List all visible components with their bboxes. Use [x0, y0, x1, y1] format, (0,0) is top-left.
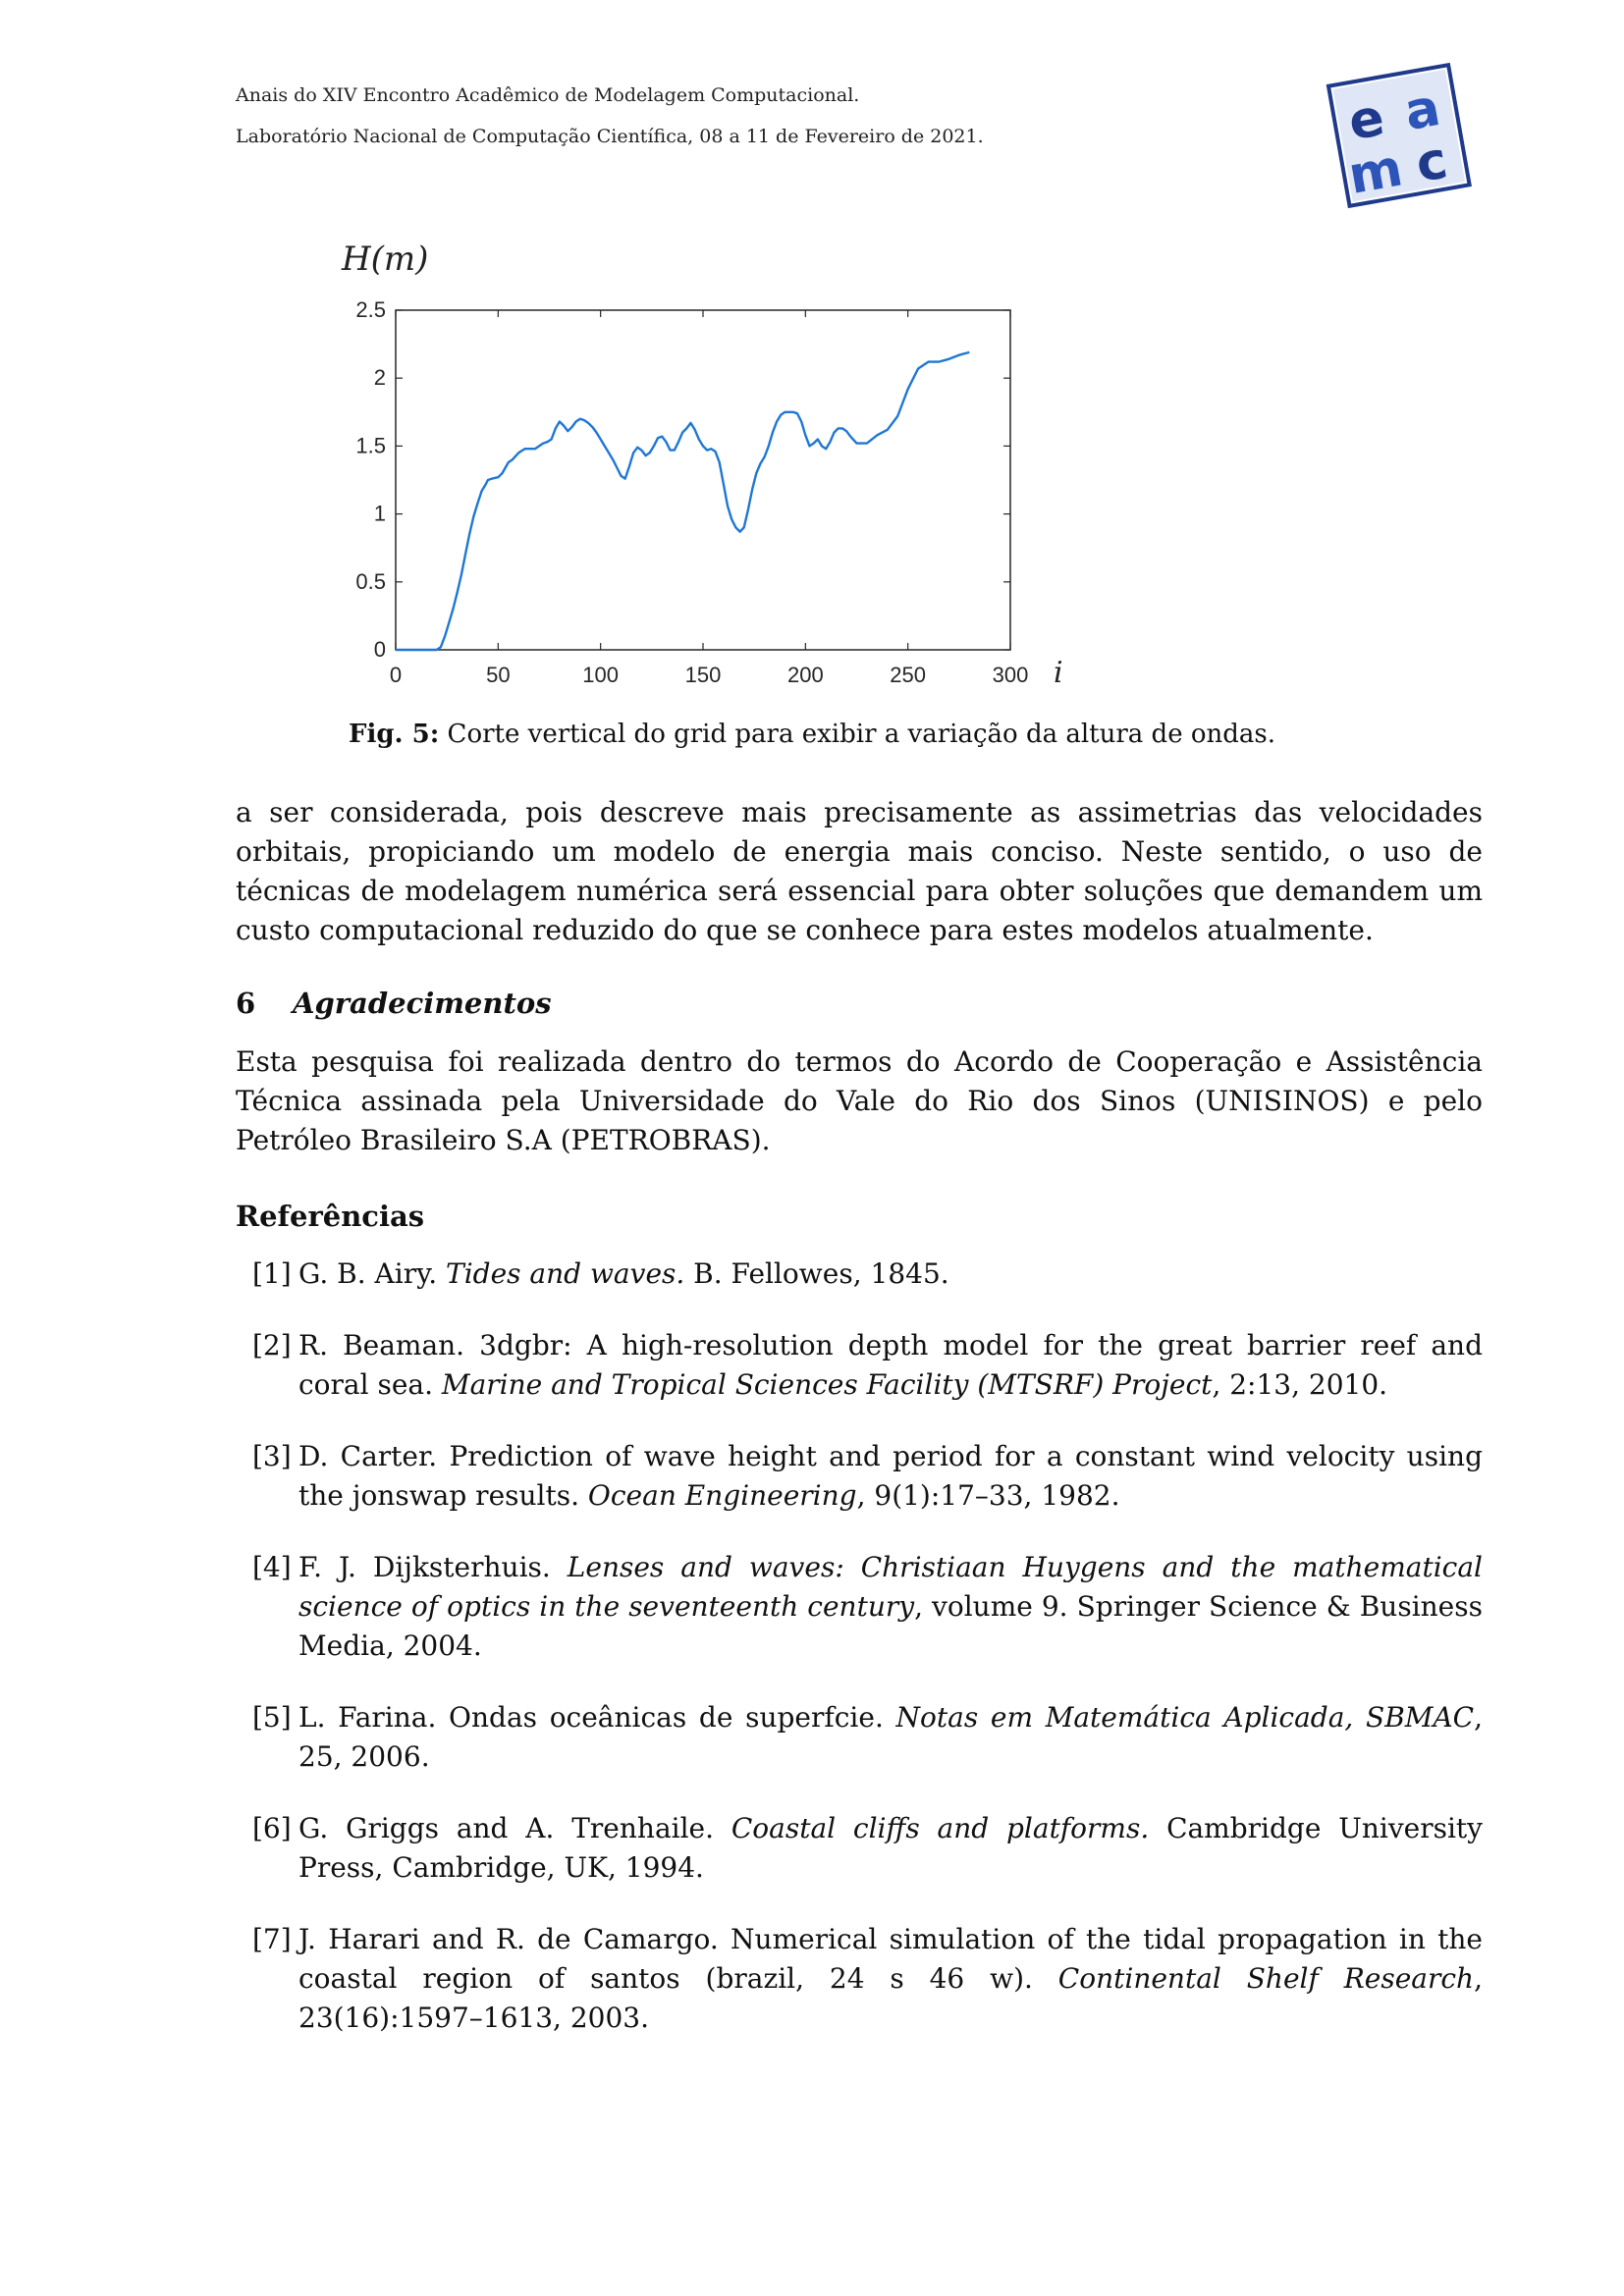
reference-text: D. Carter. Prediction of wave height and period for a constant wind velocity using the jonswap results. — [298, 1440, 1483, 1512]
reference-item — [236, 1920, 1483, 2038]
figure-5-chart — [324, 234, 1394, 695]
logo-letter: m — [1344, 138, 1407, 206]
header-line-1: Anais do XIV Encontro Acadêmico de Modelagem Computacional. — [236, 84, 860, 106]
x-tick-label: 300 — [992, 663, 1029, 687]
conference-logo-graphic — [1321, 63, 1478, 210]
reference-source: Continental Shelf Research — [1057, 1962, 1475, 1995]
reference-label: [2] — [252, 1329, 292, 1362]
reference-details: , volume 9. Springer Science & Business Media, 2004. — [298, 1590, 1483, 1662]
x-tick-label: 100 — [582, 663, 620, 687]
figure-caption-text: Corte vertical do grid para exibir a variação da altura de ondas. — [439, 720, 1275, 749]
reference-details: , 25, 2006. — [298, 1701, 1483, 1773]
conference-logo — [1321, 63, 1478, 210]
section-heading — [236, 987, 552, 1020]
reference-text: L. Farina. Ondas oceânicas de superfcie. — [298, 1701, 896, 1734]
reference-source: Tides and waves. — [446, 1257, 685, 1290]
acknowledgements-paragraph: Esta pesquisa foi realizada dentro do termos do Acordo de Cooperação e Assistência Técnica assinada pela Universidade do Vale do Rio dos Sinos (UNISINOS) e pelo Petróleo Brasileiro S.A (PETROBRAS). — [236, 1045, 1483, 1156]
reference-details: , 23(16):1597–1613, 2003. — [298, 1962, 1483, 2034]
x-tick-label: 250 — [890, 663, 927, 687]
reference-details: , 9(1):17–33, 1982. — [856, 1479, 1120, 1512]
section-number: 6 — [236, 987, 256, 1020]
reference-source: Coastal cliffs and platforms. — [731, 1812, 1150, 1844]
x-tick-label: 200 — [786, 663, 824, 687]
logo-letter: a — [1400, 78, 1445, 143]
reference-details: B. Fellowes, 1845. — [684, 1257, 949, 1290]
reference-text: R. Beaman. 3dgbr: A high-resolution depth model for the great barrier reef and coral sea. — [298, 1329, 1483, 1401]
page-header — [236, 75, 984, 157]
y-tick-label: 0.5 — [355, 568, 386, 594]
y-tick-label: 2.5 — [355, 297, 386, 322]
reference-source: Notas em Matemática Aplicada, SBMAC — [895, 1701, 1475, 1734]
reference-item — [236, 1809, 1483, 1888]
x-tick-label: 50 — [486, 663, 511, 687]
reference-text: F. J. Dijksterhuis. — [298, 1551, 568, 1583]
line-chart — [324, 234, 1394, 695]
y-axis-label: H(m) — [342, 240, 429, 279]
reference-item — [236, 1326, 1483, 1405]
reference-source: Lenses and waves: Christiaan Huygens and the mathematical science of optics in the seventeenth century — [298, 1551, 1483, 1623]
reference-label: [3] — [252, 1440, 292, 1472]
body-paragraph: a ser considerada, pois descreve mais precisamente as assimetrias das velocidades orbitais, propiciando um modelo de energia mais conciso. Neste sentido, o uso de técnicas de modelagem numérica será essencial para obter soluções que demandem um custo computacional reduzido do que se conhece para estes modelos atualmente. — [236, 796, 1483, 946]
reference-details: , 2:13, 2010. — [1212, 1368, 1388, 1401]
y-tick-label: 1.5 — [355, 433, 386, 458]
reference-details: Cambridge University Press, Cambridge, UK, 1994. — [298, 1812, 1483, 1884]
logo-letter: c — [1411, 131, 1452, 194]
references-heading: Referências — [236, 1200, 425, 1233]
reference-label: [7] — [252, 1923, 292, 1955]
logo-letter: e — [1344, 87, 1389, 153]
reference-label: [4] — [252, 1551, 292, 1583]
x-tick-label: 150 — [684, 663, 722, 687]
reference-item — [236, 1548, 1483, 1666]
reference-item — [236, 1698, 1483, 1777]
reference-source: Marine and Tropical Sciences Facility (MTSRF) Project — [441, 1368, 1213, 1401]
reference-source: Ocean Engineering — [587, 1479, 857, 1512]
x-axis-label: i — [1054, 656, 1063, 690]
references-list — [236, 1255, 1483, 2070]
section-title: Agradecimentos — [293, 987, 552, 1020]
figure-caption — [0, 720, 1624, 749]
reference-text: G. B. Airy. — [298, 1257, 447, 1290]
reference-item — [236, 1255, 1483, 1294]
reference-label: [6] — [252, 1812, 292, 1844]
y-tick-label: 0 — [373, 637, 386, 662]
reference-label: [1] — [252, 1257, 292, 1290]
y-tick-label: 2 — [373, 365, 386, 391]
reference-text: G. Griggs and A. Trenhaile. — [298, 1812, 731, 1844]
y-tick-label: 1 — [373, 501, 386, 526]
figure-caption-label: Fig. 5: — [348, 720, 440, 749]
header-line-2: Laboratório Nacional de Computação Científica, 08 a 11 de Fevereiro de 2021. — [236, 126, 984, 147]
reference-label: [5] — [252, 1701, 292, 1734]
reference-text: J. Harari and R. de Camargo. Numerical simulation of the tidal propagation in the coastal region of santos (brazil, 24 s 46 w). — [298, 1923, 1483, 1995]
x-tick-label: 0 — [389, 663, 403, 687]
reference-item — [236, 1437, 1483, 1516]
